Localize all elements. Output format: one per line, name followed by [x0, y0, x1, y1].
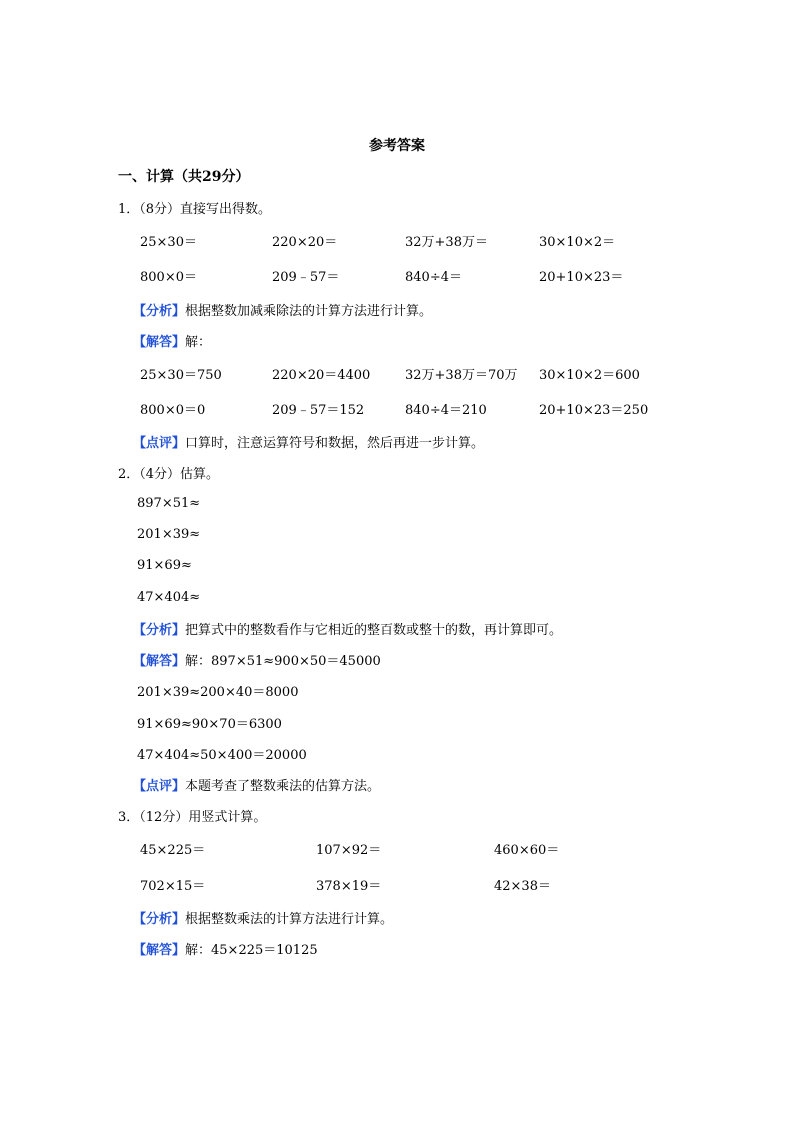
- q3-heading: 3．（12分）用竖式计算。: [118, 810, 267, 825]
- answer-tag: 【解答】: [133, 654, 186, 669]
- q3-problem: 107×92＝: [316, 843, 382, 858]
- analysis-text: 把算式中的整数看作与它相近的整百数或整十的数，再计算即可。: [185, 623, 563, 638]
- q3-analysis: [133, 908, 393, 927]
- page-title: 参考答案: [369, 138, 425, 154]
- q3-problem: 460×60＝: [494, 843, 560, 858]
- q2-answer-line: 201×39≈200×40＝8000: [137, 685, 299, 700]
- q1-answer-item: 209﹣57＝152: [272, 403, 365, 418]
- q2-item: 201×39≈: [137, 527, 201, 542]
- q1-analysis: [133, 300, 432, 319]
- q2-answer: [133, 650, 381, 669]
- analysis-text: 根据整数乘法的计算方法进行计算。: [185, 912, 394, 927]
- q1-answer: [133, 331, 211, 350]
- answer-text: 解：897×51≈900×50＝45000: [185, 654, 381, 669]
- answer-text: 解：45×225＝10125: [185, 943, 318, 958]
- q3-problem: 378×19＝: [316, 879, 382, 894]
- analysis-tag: 【分析】: [133, 623, 186, 638]
- q1-problem: 32万+38万＝: [405, 235, 488, 250]
- q1-comment: [133, 432, 484, 451]
- answer-tag: 【解答】: [133, 335, 186, 350]
- answer-text: 解：: [185, 335, 212, 350]
- q1-problem: 209﹣57＝: [272, 270, 340, 285]
- comment-text: 本题考查了整数乘法的估算方法。: [185, 779, 381, 794]
- q1-answer-item: 30×10×2＝600: [539, 368, 640, 383]
- analysis-tag: 【分析】: [133, 912, 186, 927]
- q3-problem: 45×225＝: [140, 843, 206, 858]
- q1-problem: 25×30＝: [140, 235, 197, 250]
- q2-comment: [133, 775, 380, 794]
- q1-answer-item: 25×30＝750: [140, 368, 222, 383]
- answer-tag: 【解答】: [133, 943, 186, 958]
- q1-answer-item: 800×0＝0: [140, 403, 206, 418]
- comment-tag: 【点评】: [133, 779, 186, 794]
- q1-answer-item: 840÷4＝210: [405, 403, 487, 418]
- q1-problem: 800×0＝: [140, 270, 197, 285]
- comment-tag: 【点评】: [133, 436, 186, 451]
- q1-heading: 1．（8分）直接写出得数。: [118, 202, 272, 217]
- q1-problem: 20+10×23＝: [539, 270, 624, 285]
- q1-answer-item: 220×20＝4400: [272, 368, 371, 383]
- q2-answer-line: 47×404≈50×400＝20000: [137, 748, 307, 763]
- q1-answer-item: 32万+38万＝70万: [405, 368, 518, 383]
- q1-problem: 220×20＝: [272, 235, 338, 250]
- q3-answer: [133, 939, 318, 958]
- q2-heading: 2．（4分）估算。: [118, 467, 220, 482]
- analysis-tag: 【分析】: [133, 304, 186, 319]
- q1-answer-item: 20+10×23＝250: [539, 403, 649, 418]
- analysis-text: 根据整数加减乘除法的计算方法进行计算。: [185, 304, 433, 319]
- comment-text: 口算时，注意运算符号和数据，然后再进一步计算。: [185, 436, 485, 451]
- section-heading: 一、计算（共29分）: [118, 169, 250, 185]
- q3-problem: 702×15＝: [140, 879, 206, 894]
- q1-problem: 840÷4＝: [405, 270, 462, 285]
- q2-item: 897×51≈: [137, 496, 201, 511]
- q3-problem: 42×38＝: [494, 879, 551, 894]
- q2-item: 91×69≈: [137, 558, 192, 573]
- q2-item: 47×404≈: [137, 590, 201, 605]
- q2-analysis: [133, 619, 562, 638]
- q1-problem: 30×10×2＝: [539, 235, 616, 250]
- q2-answer-line: 91×69≈90×70＝6300: [137, 717, 282, 732]
